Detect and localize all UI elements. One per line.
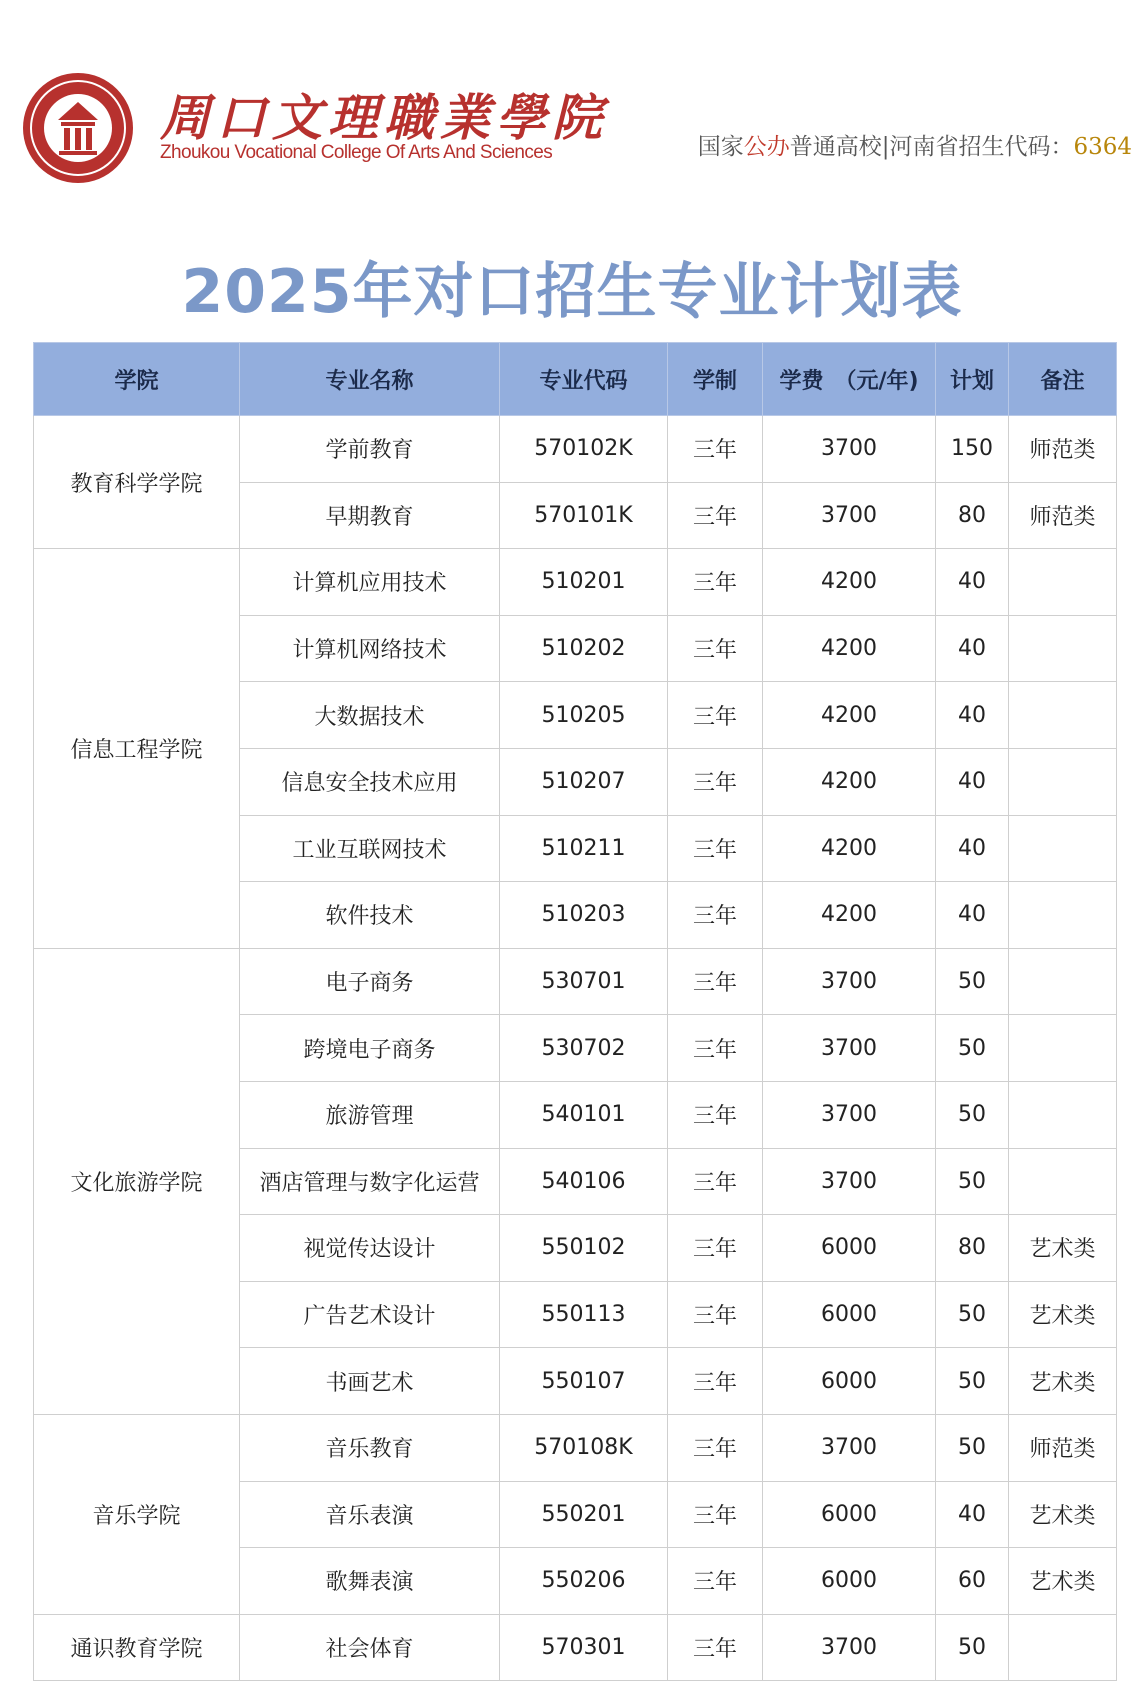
duration-cell: 三年: [668, 1614, 763, 1681]
major-name-cell: 酒店管理与数字化运营: [240, 1148, 500, 1215]
plan-cell: 50: [936, 1015, 1009, 1082]
major-code-cell: 570101K: [500, 482, 668, 549]
table-row: [34, 549, 1117, 616]
remark-cell: [1009, 1081, 1117, 1148]
page-header: [0, 0, 1144, 220]
major-name-cell: 视觉传达设计: [240, 1215, 500, 1282]
major-code-cell: 570301: [500, 1614, 668, 1681]
header-plan: 计划: [936, 343, 1009, 416]
tuition-cell: 4200: [763, 549, 936, 616]
duration-cell: 三年: [668, 482, 763, 549]
plan-cell: 80: [936, 1215, 1009, 1282]
major-code-cell: 550201: [500, 1481, 668, 1548]
remark-cell: [1009, 615, 1117, 682]
duration-cell: 三年: [668, 682, 763, 749]
header-college: 学院: [34, 343, 240, 416]
plan-cell: 40: [936, 615, 1009, 682]
remark-cell: [1009, 948, 1117, 1015]
major-code-cell: 530702: [500, 1015, 668, 1082]
duration-cell: 三年: [668, 1081, 763, 1148]
major-code-cell: 570108K: [500, 1414, 668, 1481]
remark-cell: 师范类: [1009, 416, 1117, 483]
header-duration: 学制: [668, 343, 763, 416]
major-code-cell: 550113: [500, 1281, 668, 1348]
duration-cell: 三年: [668, 1481, 763, 1548]
major-name-cell: 歌舞表演: [240, 1548, 500, 1615]
college-name-en: Zhoukou Vocational College Of Arts And Sciences: [160, 142, 553, 163]
duration-cell: 三年: [668, 549, 763, 616]
major-name-cell: 大数据技术: [240, 682, 500, 749]
tuition-cell: 6000: [763, 1348, 936, 1415]
major-name-cell: 音乐表演: [240, 1481, 500, 1548]
major-name-cell: 早期教育: [240, 482, 500, 549]
major-name-cell: 音乐教育: [240, 1414, 500, 1481]
major-code-cell: 510211: [500, 815, 668, 882]
enrollment-code: 6364: [1073, 134, 1132, 160]
major-name-cell: 软件技术: [240, 882, 500, 949]
major-name-cell: 学前教育: [240, 416, 500, 483]
tuition-cell: 3700: [763, 1081, 936, 1148]
tuition-cell: 4200: [763, 682, 936, 749]
remark-cell: 艺术类: [1009, 1481, 1117, 1548]
major-code-cell: 510201: [500, 549, 668, 616]
major-name-cell: 计算机应用技术: [240, 549, 500, 616]
major-name-cell: 社会体育: [240, 1614, 500, 1681]
header-remark: 备注: [1009, 343, 1117, 416]
duration-cell: 三年: [668, 815, 763, 882]
table-row: [34, 948, 1117, 1015]
header-major-name: 专业名称: [240, 343, 500, 416]
remark-cell: [1009, 815, 1117, 882]
major-name-cell: 计算机网络技术: [240, 615, 500, 682]
major-name-cell: 广告艺术设计: [240, 1281, 500, 1348]
college-cell: 教育科学学院: [34, 416, 240, 549]
table-row: [34, 416, 1117, 483]
plan-cell: 50: [936, 1414, 1009, 1481]
major-code-cell: 570102K: [500, 416, 668, 483]
remark-cell: 师范类: [1009, 1414, 1117, 1481]
remark-cell: [1009, 1614, 1117, 1681]
tuition-cell: 3700: [763, 482, 936, 549]
plan-cell: 50: [936, 1348, 1009, 1415]
plan-cell: 40: [936, 549, 1009, 616]
remark-cell: 艺术类: [1009, 1281, 1117, 1348]
major-name-cell: 工业互联网技术: [240, 815, 500, 882]
duration-cell: 三年: [668, 1148, 763, 1215]
college-cell: 通识教育学院: [34, 1614, 240, 1681]
tuition-cell: 3700: [763, 1614, 936, 1681]
remark-cell: 艺术类: [1009, 1348, 1117, 1415]
duration-cell: 三年: [668, 1215, 763, 1282]
plan-cell: 40: [936, 882, 1009, 949]
plan-cell: 40: [936, 1481, 1009, 1548]
college-cell: 文化旅游学院: [34, 948, 240, 1414]
remark-cell: [1009, 682, 1117, 749]
duration-cell: 三年: [668, 1348, 763, 1415]
tuition-cell: 4200: [763, 815, 936, 882]
major-name-cell: 跨境电子商务: [240, 1015, 500, 1082]
tuition-cell: 4200: [763, 615, 936, 682]
remark-cell: [1009, 549, 1117, 616]
major-code-cell: 510202: [500, 615, 668, 682]
duration-cell: 三年: [668, 748, 763, 815]
major-code-cell: 540106: [500, 1148, 668, 1215]
plan-cell: 40: [936, 748, 1009, 815]
table-row: [34, 1414, 1117, 1481]
duration-cell: 三年: [668, 615, 763, 682]
major-name-cell: 信息安全技术应用: [240, 748, 500, 815]
remark-cell: [1009, 1148, 1117, 1215]
major-code-cell: 550102: [500, 1215, 668, 1282]
duration-cell: 三年: [668, 1015, 763, 1082]
remark-cell: 师范类: [1009, 482, 1117, 549]
plan-cell: 50: [936, 1148, 1009, 1215]
table-body: [34, 416, 1117, 1681]
tuition-cell: 3700: [763, 1015, 936, 1082]
tuition-cell: 3700: [763, 1414, 936, 1481]
tuition-cell: 3700: [763, 1148, 936, 1215]
header-major-code: 专业代码: [500, 343, 668, 416]
duration-cell: 三年: [668, 1414, 763, 1481]
plan-cell: 40: [936, 682, 1009, 749]
tuition-cell: 3700: [763, 948, 936, 1015]
remark-cell: [1009, 1015, 1117, 1082]
college-cell: 音乐学院: [34, 1414, 240, 1614]
college-cell: 信息工程学院: [34, 549, 240, 949]
major-code-cell: 550107: [500, 1348, 668, 1415]
tuition-cell: 6000: [763, 1215, 936, 1282]
plan-cell: 50: [936, 1614, 1009, 1681]
remark-cell: [1009, 882, 1117, 949]
table-row: [34, 1614, 1117, 1681]
table-header-row: [34, 343, 1117, 416]
major-name-cell: 电子商务: [240, 948, 500, 1015]
page-title: 2025年对口招生专业计划表: [181, 257, 963, 327]
major-code-cell: 510203: [500, 882, 668, 949]
tuition-cell: 3700: [763, 416, 936, 483]
tuition-cell: 6000: [763, 1548, 936, 1615]
plan-cell: 50: [936, 1281, 1009, 1348]
plan-cell: 60: [936, 1548, 1009, 1615]
tagline-public: 公办: [743, 134, 790, 160]
major-code-cell: 530701: [500, 948, 668, 1015]
tagline-part-c: 普通高校|河南省招生代码：: [789, 134, 1074, 160]
major-name-cell: 书画艺术: [240, 1348, 500, 1415]
duration-cell: 三年: [668, 416, 763, 483]
remark-cell: 艺术类: [1009, 1548, 1117, 1615]
duration-cell: 三年: [668, 1548, 763, 1615]
major-code-cell: 540101: [500, 1081, 668, 1148]
tagline: [698, 128, 1132, 161]
duration-cell: 三年: [668, 1281, 763, 1348]
remark-cell: [1009, 748, 1117, 815]
plan-cell: 50: [936, 1081, 1009, 1148]
remark-cell: 艺术类: [1009, 1215, 1117, 1282]
major-code-cell: 510205: [500, 682, 668, 749]
duration-cell: 三年: [668, 882, 763, 949]
tuition-cell: 4200: [763, 882, 936, 949]
tuition-cell: 6000: [763, 1281, 936, 1348]
tuition-cell: 4200: [763, 748, 936, 815]
plan-cell: 80: [936, 482, 1009, 549]
college-seal-logo: [20, 70, 136, 186]
plan-cell: 50: [936, 948, 1009, 1015]
duration-cell: 三年: [668, 948, 763, 1015]
plan-cell: 150: [936, 416, 1009, 483]
plan-cell: 40: [936, 815, 1009, 882]
college-name-cn: 周口文理職業學院: [160, 88, 608, 147]
tagline-part-a: 国家: [697, 134, 744, 160]
major-code-cell: 510207: [500, 748, 668, 815]
header-tuition: 学费 （元/年): [763, 343, 936, 416]
enrollment-plan-table: [33, 342, 1117, 1681]
major-name-cell: 旅游管理: [240, 1081, 500, 1148]
tuition-cell: 6000: [763, 1481, 936, 1548]
major-code-cell: 550206: [500, 1548, 668, 1615]
